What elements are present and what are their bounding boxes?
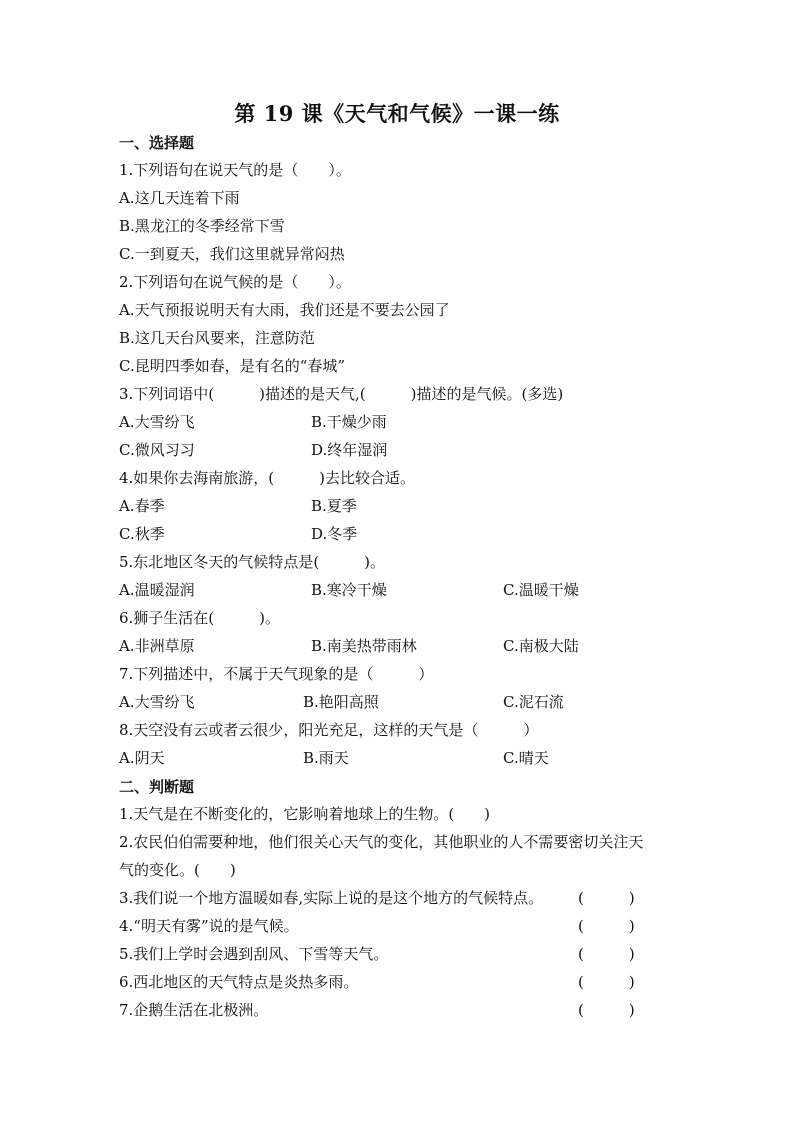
question-5-option-c: C.温暖干燥 [503, 581, 579, 599]
judgment-6-text: 6.西北地区的天气特点是炎热多雨。 [119, 973, 359, 991]
section-heading-true-false: 二、判断题 [119, 778, 195, 796]
question-7-stem: 7.下列描述中，不属于天气现象的是（ ） [119, 665, 434, 683]
question-4-option-d: D.冬季 [311, 525, 358, 543]
question-5-stem: 5.东北地区冬天的气候特点是( )。 [119, 553, 386, 571]
question-6-option-b: B.南美热带雨林 [311, 637, 417, 655]
judgment-2-line-2: 气的变化。( ) [119, 861, 236, 879]
question-7-option-c: C.泥石流 [503, 693, 564, 711]
section-heading-choice: 一、选择题 [119, 134, 195, 152]
question-3-option-c: C.微风习习 [119, 441, 195, 459]
judgment-1: 1.天气是在不断变化的，它影响着地球上的生物。( ) [119, 805, 491, 823]
question-8-option-c: C.晴天 [503, 749, 549, 767]
question-6-option-a: A.非洲草原 [119, 637, 195, 655]
question-1-option-c: C.一到夏天，我们这里就异常闷热 [119, 245, 345, 263]
judgment-3-text: 3.我们说一个地方温暖如春,实际上说的是这个地方的气候特点。 [119, 889, 544, 907]
question-4-stem: 4.如果你去海南旅游，( )去比较合适。 [119, 469, 416, 487]
question-3-option-d: D.终年湿润 [311, 441, 388, 459]
question-3-option-b: B.干燥少雨 [311, 413, 387, 431]
judgment-6-answer-blank: ( ) [578, 973, 635, 991]
question-5-option-a: A.温暖湿润 [119, 581, 195, 599]
question-3-option-a: A.大雪纷飞 [119, 413, 195, 431]
judgment-7-text: 7.企鹅生活在北极洲。 [119, 1001, 269, 1019]
question-4-option-a: A.春季 [119, 497, 165, 515]
question-2-stem: 2.下列语句在说气候的是（ ）。 [119, 273, 351, 291]
question-4-option-c: C.秋季 [119, 525, 165, 543]
question-4-option-b: B.夏季 [311, 497, 357, 515]
judgment-4-answer-blank: ( ) [578, 917, 635, 935]
judgment-2-line-1: 2.农民伯伯需要种地，他们很关心天气的变化，其他职业的人不需要密切关注天 [119, 833, 644, 851]
judgment-5-answer-blank: ( ) [578, 945, 635, 963]
judgment-3-answer-blank: ( ) [578, 889, 635, 907]
page-title: 第 19 课《天气和气候》一课一练 [234, 101, 560, 126]
question-8-option-a: A.阴天 [119, 749, 165, 767]
judgment-4-text: 4.“明天有雾”说的是气候。 [119, 917, 299, 935]
question-3-stem: 3.下列词语中( )描述的是天气,( )描述的是气候。(多选) [119, 385, 564, 403]
question-2-option-c: C.昆明四季如春，是有名的“春城” [119, 357, 346, 375]
question-2-option-b: B.这几天台风要来，注意防范 [119, 329, 315, 347]
question-1-stem: 1.下列语句在说天气的是（ ）。 [119, 161, 351, 179]
question-8-stem: 8.天空没有云或者云很少，阳光充足，这样的天气是（ ） [119, 721, 539, 739]
question-7-option-b: B.艳阳高照 [303, 693, 379, 711]
judgment-5-text: 5.我们上学时会遇到刮风、下雪等天气。 [119, 945, 389, 963]
question-1-option-a: A.这几天连着下雨 [119, 189, 240, 207]
question-1-option-b: B.黑龙江的冬季经常下雪 [119, 217, 285, 235]
judgment-7-answer-blank: ( ) [578, 1001, 635, 1019]
question-6-option-c: C.南极大陆 [503, 637, 579, 655]
question-2-option-a: A.天气预报说明天有大雨，我们还是不要去公园了 [119, 301, 450, 319]
question-5-option-b: B.寒冷干燥 [311, 581, 387, 599]
question-7-option-a: A.大雪纷飞 [119, 693, 195, 711]
question-8-option-b: B.雨天 [303, 749, 349, 767]
question-6-stem: 6.狮子生活在( )。 [119, 609, 281, 627]
